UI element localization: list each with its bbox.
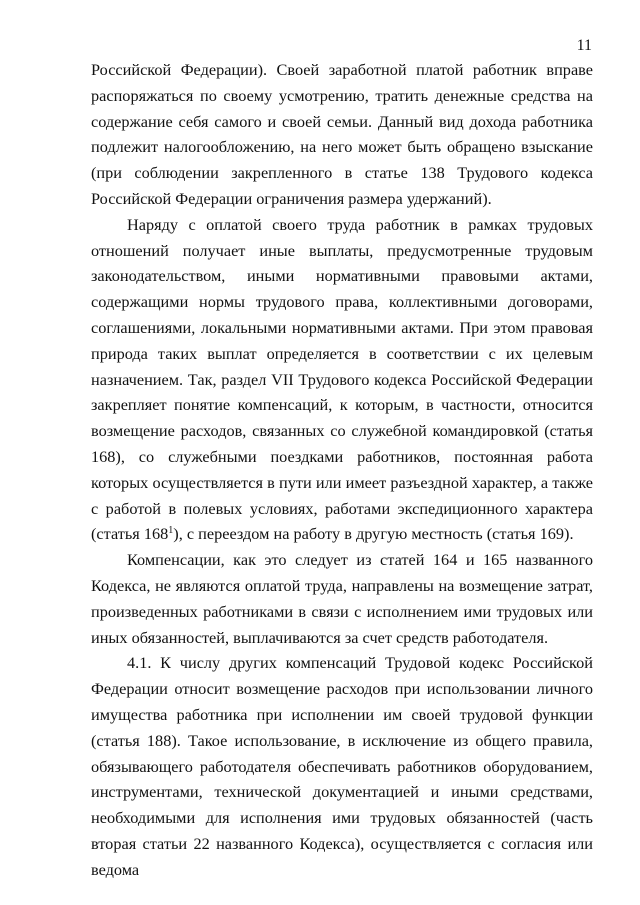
paragraph <box>91 650 593 882</box>
paragraph-text: Наряду с оплатой своего труда работник в рамках трудовых отношений получает иные выплаты, предусмотренные трудовым законодательством, иными нормативными правовыми актами, содержащими нормы трудового права, коллективными договорами, соглашениями, локальными нормативными актами. При этом правовая природа таких выплат определяется в соответствии с их целевым назначением. Так, раздел VII Трудового кодекса Российской Федерации закрепляет понятие компенсаций, к которым, в частности, относится возмещение расходов, связанных со служебной командировкой (статья 168), со служебными поездками работников, постоянная работа которых осуществляется в пути или имеет разъездной характер, а также с работой в полевых условиях, работами экспедиционного характера (статья 168 <box>91 214 593 544</box>
paragraph <box>91 57 593 212</box>
paragraph <box>91 547 593 650</box>
paragraph-text: 4.1. К числу других компенсаций Трудовой кодекс Российской Федерации относит возмещение расходов при использовании личного имущества работника при исполнении им своей трудовой функции (статья 188). Такое использование, в исключение из общего правила, обязывающего работодателя обеспечивать работников оборудованием, инструментами, технической документацией и иными средствами, необходимыми для исполнения ими трудовых обязанностей (часть вторая статьи 22 названного Кодекса), осуществляется с согласия или ведома <box>91 653 593 879</box>
superscript-index: 1 <box>168 525 174 537</box>
document-body <box>91 57 593 883</box>
paragraph-text: Компенсации, как это следует из статей 164 и 165 названного Кодекса, не являются оплатой труда, направлены на возмещение затрат, произведенных работниками в связи с исполнением ими трудовых или иных обязанностей, выплачиваются за счет средств работодателя. <box>91 550 593 647</box>
paragraph-text: Российской Федерации). Своей заработной платой работник вправе распоряжаться по своему усмотрению, тратить денежные средства на содержание себя самого и своей семьи. Данный вид дохода работника подлежит налогообложению, на него может быть обращено взыскание (при соблюдении закрепленного в статье 138 Трудового кодекса Российской Федерации ограничения размера удержаний). <box>91 60 593 208</box>
page-number: 11 <box>576 37 592 54</box>
paragraph <box>91 212 593 547</box>
paragraph-text: ), с переездом на работу в другую местность (статья 169). <box>173 524 574 544</box>
